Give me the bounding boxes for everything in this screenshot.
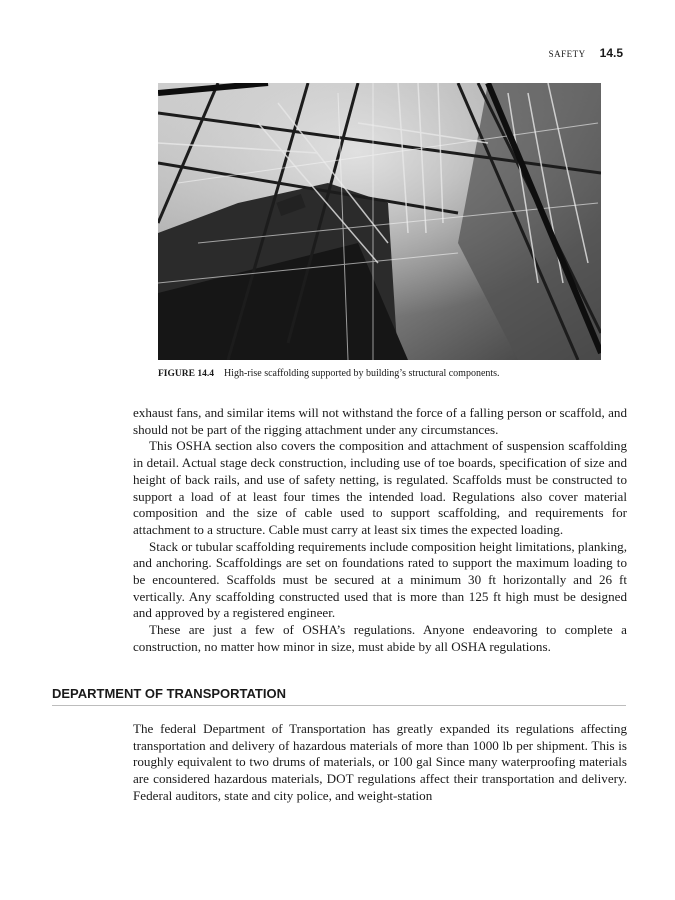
paragraph: Stack or tubular scaffolding requirements include composition height limitations, planking, and anchoring. Scaffoldings are set on foundations rated to support the maximum loading to be encountered. Scaffolds must be secured at a minimum 30 ft horizontally and 26 ft vertically. Any scaffolding constructed used that is more than 125 ft high must be designed and approved by a registered engineer. [133,538,627,621]
paragraph: This OSHA section also covers the composition and attachment of suspension scaffolding in detail. Actual stage deck construction, including use of toe boards, specification of size and height of back rails, and use of safety netting, is regulated. Scaffolds must be constructed to support a load of at least four times the intended load. Regulations also cover material composition and the size of cable used to support scaffolding, and requirements for attachment to a structure. Cable must carry at least six times the expected loading. [133,438,627,537]
running-header [549,46,623,60]
section-heading: DEPARTMENT OF TRANSPORTATION [52,686,626,706]
section-name: SAFETY [548,49,586,59]
figure-label: FIGURE 14.4 [158,369,214,379]
paragraph: These are just a few of OSHA’s regulations. Anyone endeavoring to complete a construction, no matter how minor in size, must abide by all OSHA regulations. [133,622,627,654]
figure-caption-text: High-rise scaffolding supported by building’s structural components. [223,368,500,379]
scaffolding-photo [158,83,601,360]
paragraph: The federal Department of Transportation has greatly expanded its regulations affecting transportation and delivery of hazardous materials of more than 1000 lb per shipment. This is roughly equivalent to two drums of materials, or 100 gal Since many waterproofing materials are considered hazardous materials, DOT regulations affect their transportation and delivery. Federal auditors, state and city police, and weight-station [133,721,627,803]
body-text [133,405,627,656]
paragraph: exhaust fans, and similar items will not withstand the force of a falling person or scaffold, and should not be part of the rigging attachment under any circumstances. [133,405,627,437]
page-number: 14.5 [599,46,623,60]
section-body-text [133,721,627,805]
figure-caption [158,368,500,379]
